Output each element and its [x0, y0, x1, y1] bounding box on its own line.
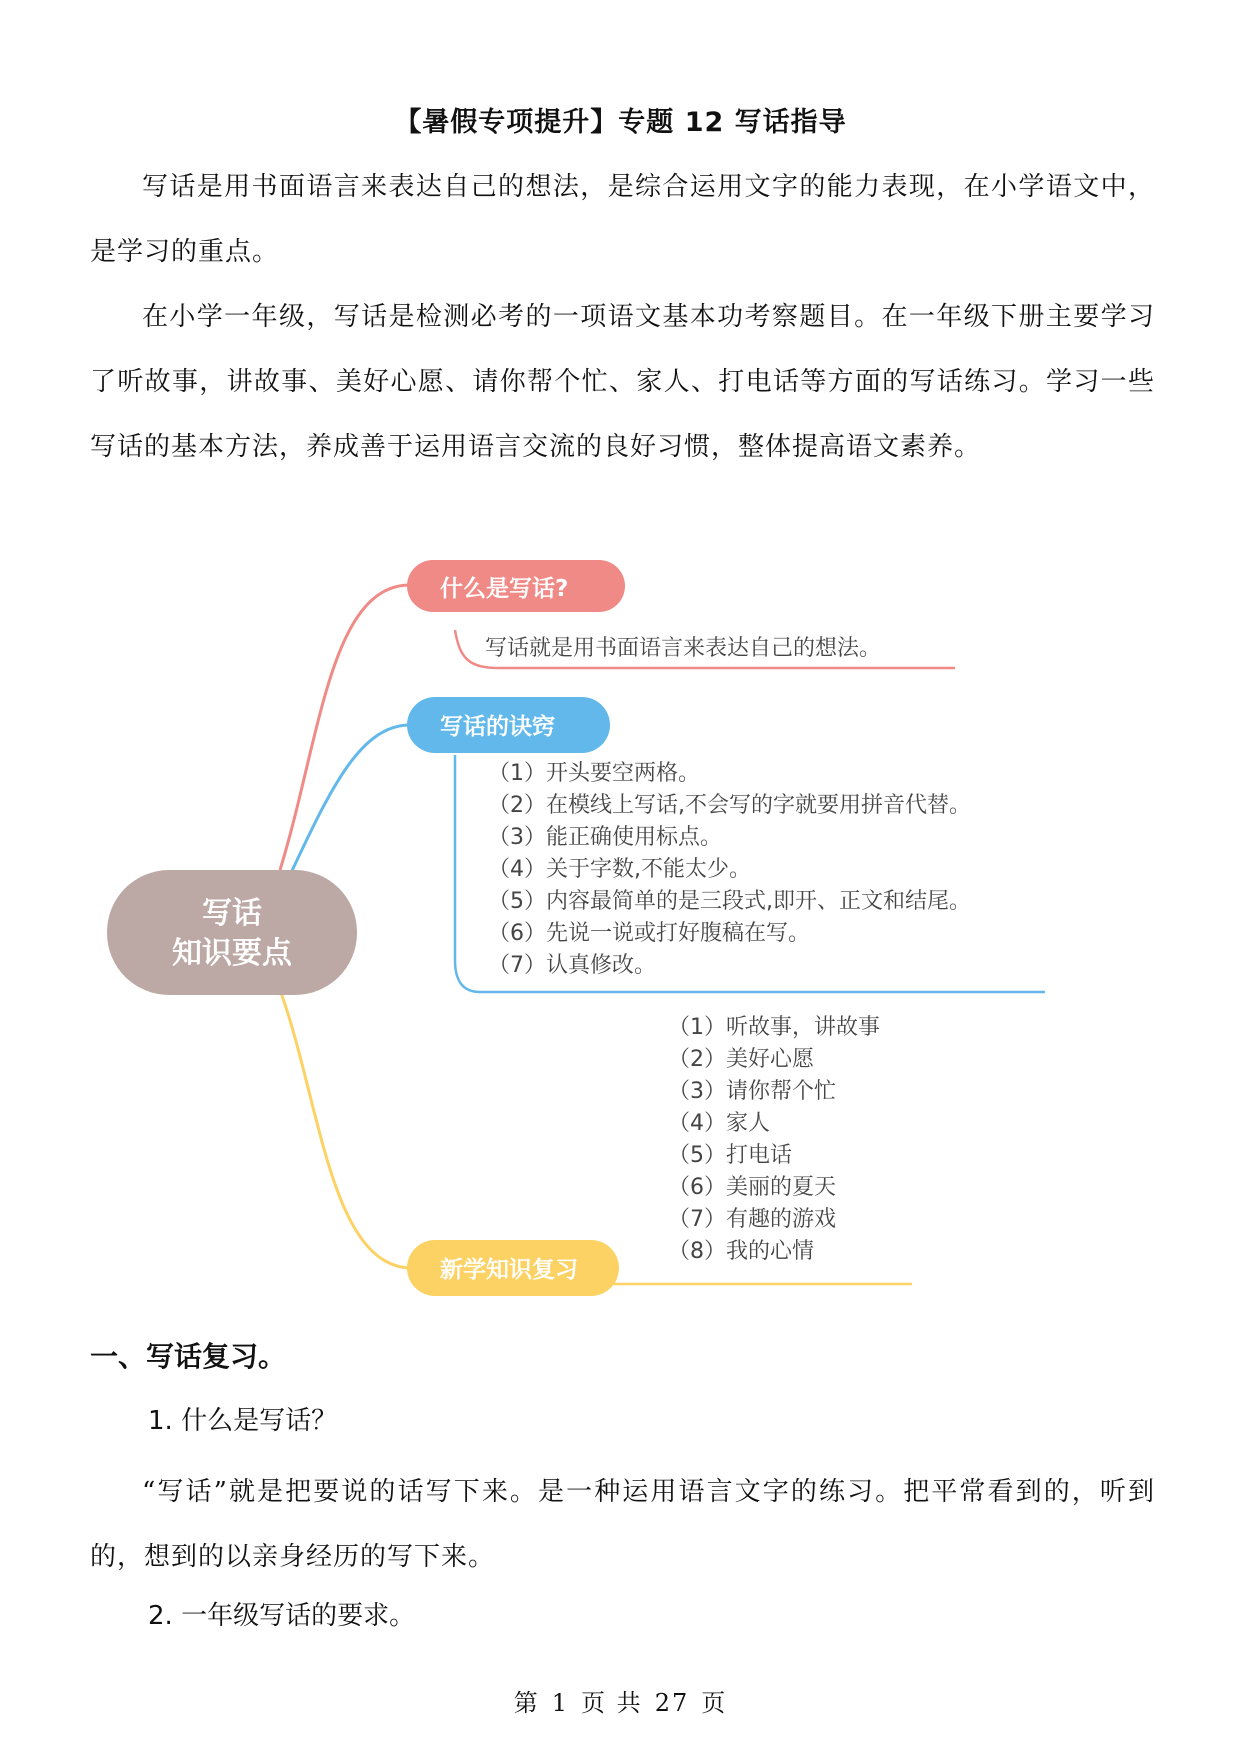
center-label-line1: 写话: [202, 896, 262, 931]
branch-item: （4）关于字数,不能太少。: [488, 857, 751, 882]
footer-suffix: 页: [701, 1689, 728, 1717]
branch-item: （3）请你帮个忙: [668, 1079, 836, 1104]
footer-page-number: 1: [551, 1689, 570, 1717]
footer-total-pages: 27: [654, 1689, 690, 1717]
branch-item: （6）美丽的夏天: [668, 1175, 836, 1200]
branch-review-label: 新学知识复习: [440, 1257, 578, 1283]
branch-item: （1）听故事，讲故事: [668, 1015, 880, 1040]
mind-map: [0, 540, 1241, 1320]
footer-prefix: 第: [513, 1689, 540, 1717]
document-title: 【暑假专项提升】专题 12 写话指导: [394, 107, 847, 138]
branch-item: （2）在模线上写话,不会写的字就要用拼音代替。: [488, 793, 971, 818]
question-what-is-writing: 1. 什么是写话？: [148, 1406, 338, 1436]
section-heading: 一、写话复习。: [90, 1340, 287, 1373]
center-node: [107, 870, 357, 995]
branch-item: （8）我的心情: [668, 1239, 814, 1264]
page-footer: [0, 1683, 1241, 1718]
branch-item: （2）美好心愿: [668, 1047, 814, 1072]
branch-what-is-writing-label: 什么是写话?: [440, 576, 569, 602]
intro-paragraph-1: 写话是用书面语言来表达自己的想法，是综合运用文字的能力表现，在小学语文中，是学习的重点。: [90, 172, 1155, 267]
branch-item: （6）先说一说或打好腹稿在写。: [488, 921, 810, 946]
question-requirements: 2. 一年级写话的要求。: [148, 1601, 416, 1631]
connector-tips: [290, 725, 410, 875]
footer-mid: 页 共: [581, 1689, 643, 1717]
answer-paragraph: “写话”就是把要说的话写下来。是一种运用语言文字的练习。把平常看到的，听到的，想到的以亲身经历的写下来。: [90, 1477, 1155, 1572]
branch-item: （5）内容最简单的是三段式,即开、正文和结尾。: [488, 889, 971, 914]
center-label-line2: 知识要点: [172, 936, 292, 971]
branch-item: （4）家人: [668, 1111, 770, 1136]
branch-item: （1）开头要空两格。: [488, 761, 700, 786]
branch-item: （5）打电话: [668, 1143, 792, 1168]
branch-item: （7）认真修改。: [488, 953, 656, 978]
branch-item: 写话就是用书面语言来表达自己的想法。: [485, 636, 882, 661]
branch-item: （7）有趣的游戏: [668, 1207, 836, 1232]
intro-paragraph-2: 在小学一年级，写话是检测必考的一项语文基本功考察题目。在一年级下册主要学习了听故事，讲故事、美好心愿、请你帮个忙、家人、打电话等方面的写话练习。学习一些写话的基本方法，养成善于运用语言交流的良好习惯，整体提高语文素养。: [90, 302, 1155, 462]
branch-tips-label: 写话的诀窍: [440, 714, 555, 740]
branch-item: （3）能正确使用标点。: [488, 825, 722, 850]
connector-review: [280, 990, 410, 1268]
